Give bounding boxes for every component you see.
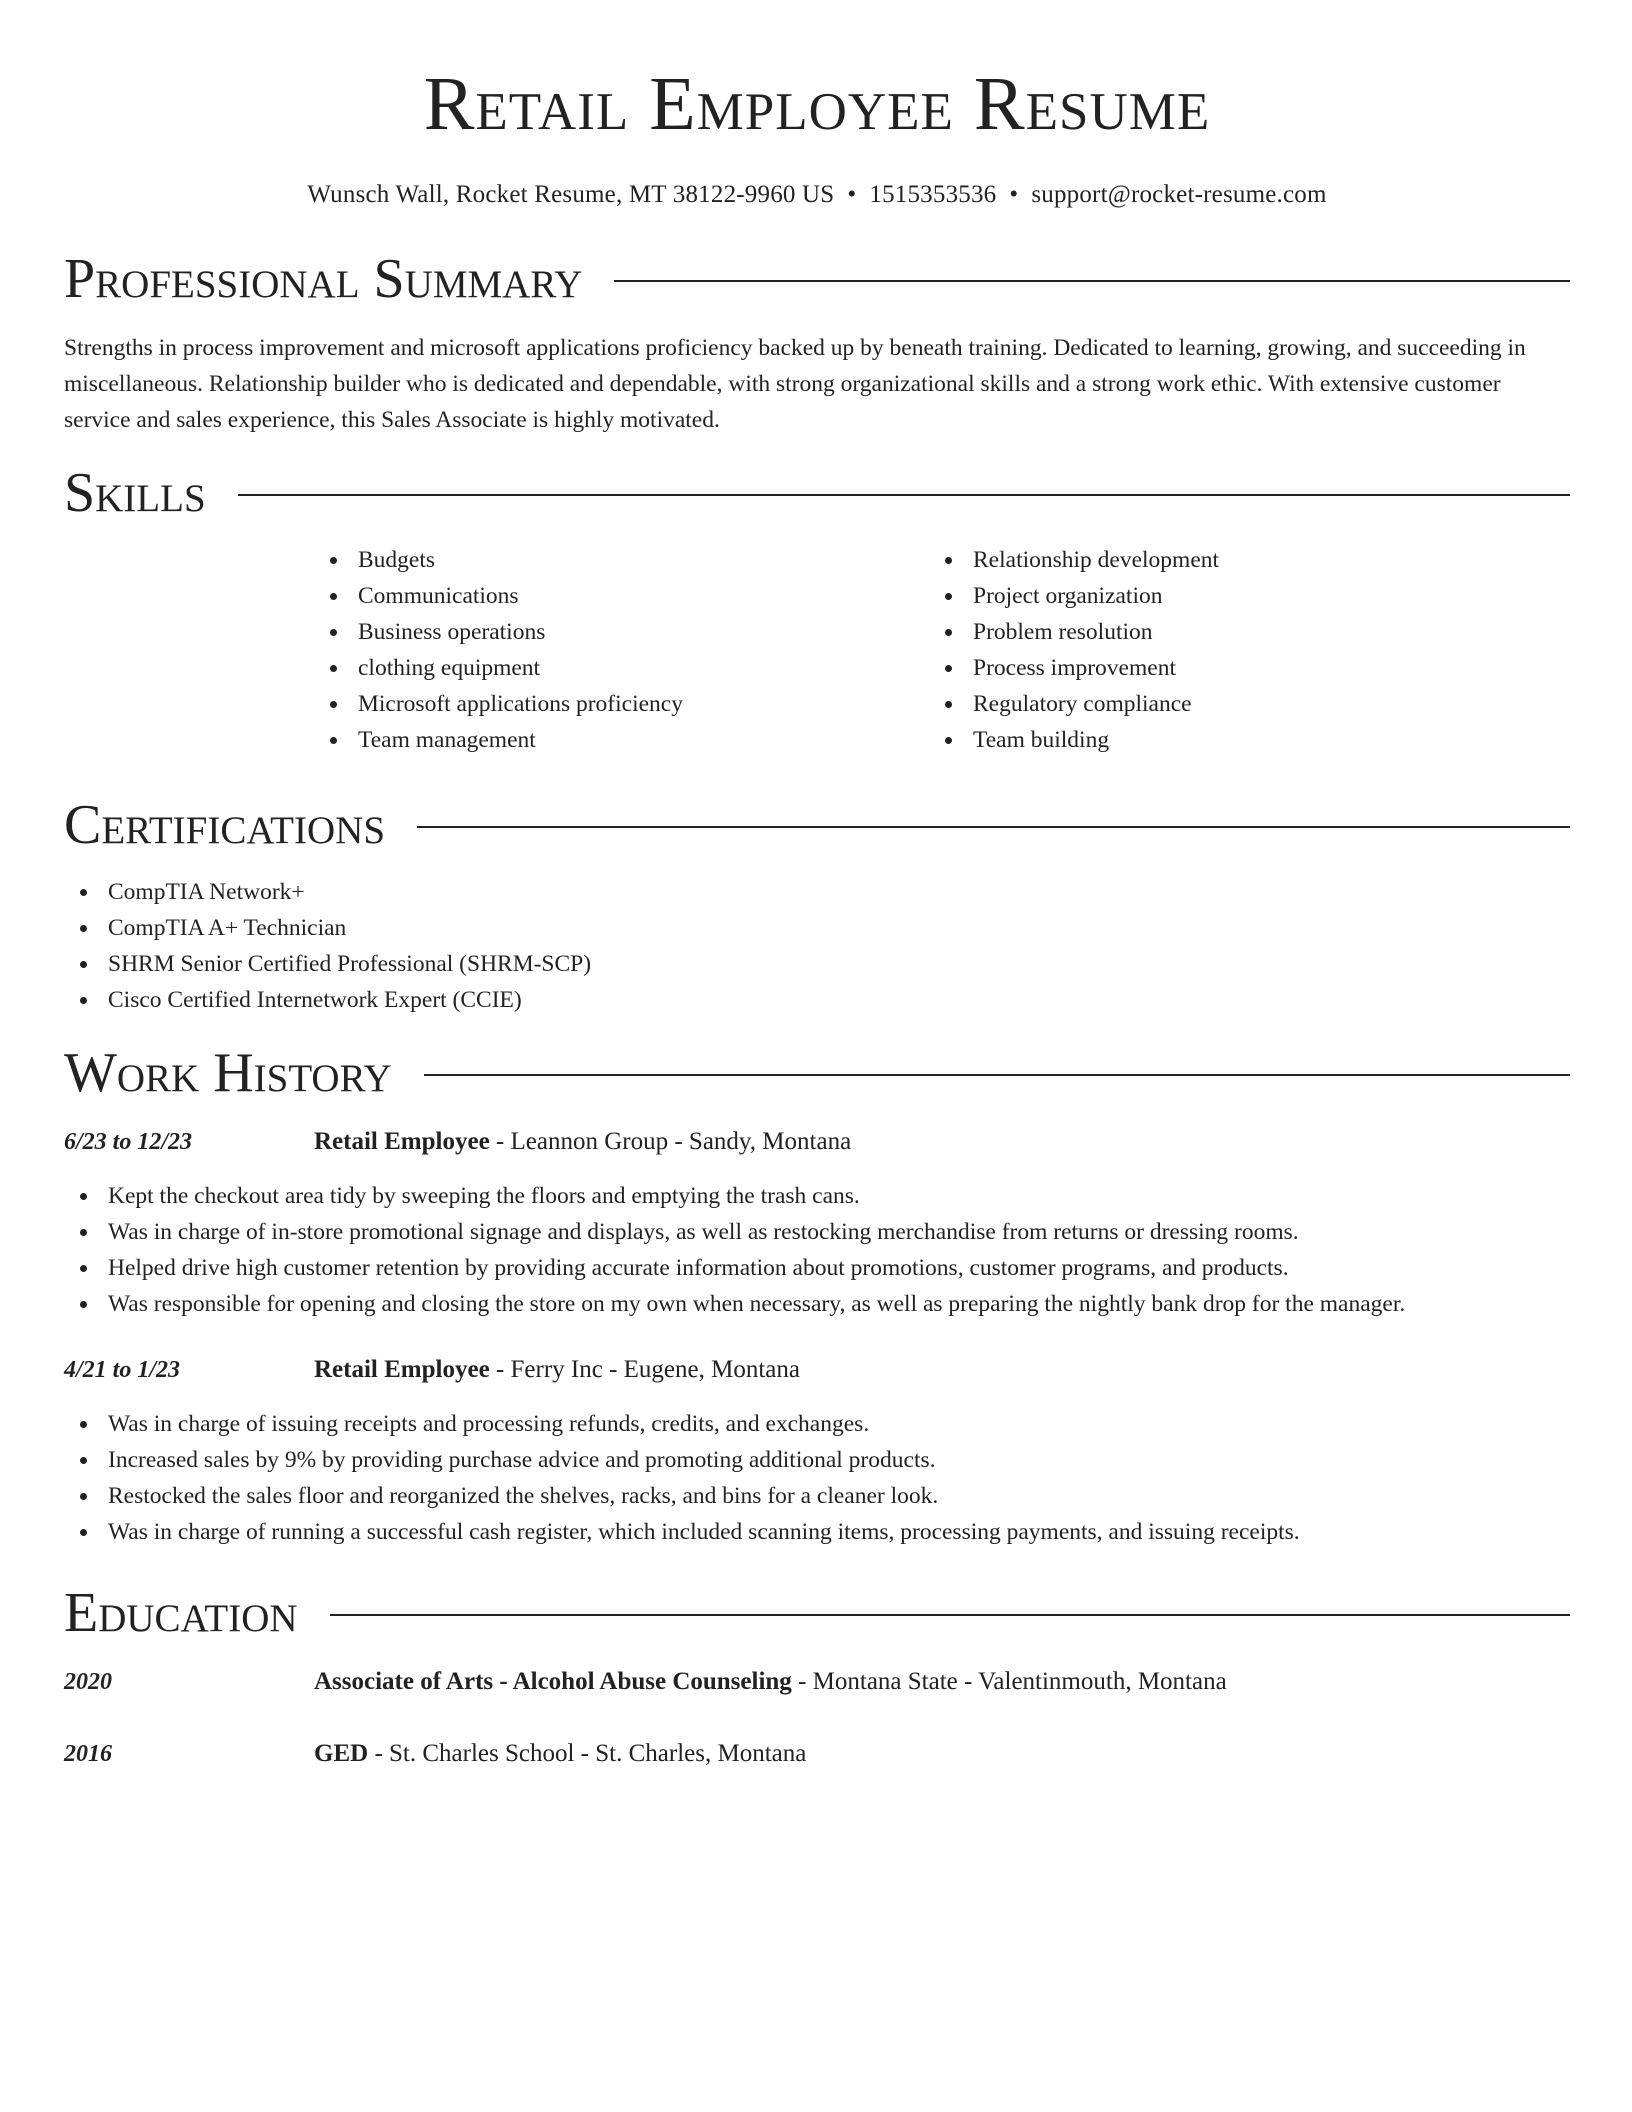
separator-bullet: • [1009,181,1019,208]
section-title: Certifications [64,794,386,856]
work-bullet: Kept the checkout area tidy by sweeping the floors and emptying the trash cans. [64,1178,1570,1214]
skill-item: Relationship development [929,542,1544,578]
work-dates: 4/21 to 1/23 [64,1357,181,1383]
skill-item: Team management [314,722,929,758]
skill-item: Team building [929,722,1544,758]
work-entry [64,1352,1570,1550]
work-history-list [64,1124,1570,1550]
skill-item: Problem resolution [929,614,1544,650]
education-list [64,1664,1570,1772]
work-bullet: Was in charge of in-store promotional signage and displays, as well as restocking merchandise from returns or dressing rooms. [64,1214,1570,1250]
skill-item: clothing equipment [314,650,929,686]
certification-item: Cisco Certified Internetwork Expert (CCIE) [64,982,1570,1018]
skill-item: Budgets [314,542,929,578]
education-entry [64,1736,1570,1772]
section-title: Education [64,1582,298,1644]
school-location: - St. Charles School - St. Charles, Montana [368,1740,807,1767]
section-title: Professional Summary [64,248,583,310]
skills-column-left [314,542,929,758]
section-divider [238,494,1570,496]
address: Wunsch Wall, Rocket Resume, MT 38122-9960 US [307,181,835,208]
skills-section-heading [64,460,1570,526]
work-bullet: Was in charge of running a successful cash register, which included scanning items, processing payments, and issuing receipts. [64,1514,1570,1550]
work-entry-header [64,1352,1570,1388]
section-divider [417,826,1570,828]
school-location: - Montana State - Valentinmouth, Montana [791,1668,1227,1695]
work-entry [64,1124,1570,1322]
work-title-line [314,1352,800,1388]
certification-item: CompTIA Network+ [64,874,1570,910]
section-divider [424,1074,1570,1076]
work-dates: 6/23 to 12/23 [64,1129,193,1155]
certification-item: CompTIA A+ Technician [64,910,1570,946]
separator-bullet: • [847,181,857,208]
education-year: 2016 [64,1741,112,1767]
work-bullets [64,1178,1570,1322]
degree: GED [314,1740,369,1767]
skill-item: Project organization [929,578,1544,614]
education-year: 2020 [64,1669,112,1695]
work-section-heading [64,1040,1570,1106]
section-title: Work History [64,1042,392,1104]
work-bullet: Helped drive high customer retention by providing accurate information about promotions, customer programs, and products. [64,1250,1570,1286]
certification-item: SHRM Senior Certified Professional (SHRM-SCP) [64,946,1570,982]
skill-item: Communications [314,578,929,614]
work-bullet: Increased sales by 9% by providing purchase advice and promoting additional products. [64,1442,1570,1478]
job-title: Retail Employee [314,1128,490,1155]
section-divider [330,1614,1570,1616]
work-title-line [314,1124,851,1160]
work-bullet: Restocked the sales floor and reorganized the shelves, racks, and bins for a cleaner look. [64,1478,1570,1514]
company-location: - Ferry Inc - Eugene, Montana [489,1356,800,1383]
work-bullets [64,1406,1570,1550]
skills-list [314,542,1570,758]
education-title-line [314,1736,806,1772]
contact-line [64,178,1570,212]
certifications-list [64,874,1570,1018]
education-section-heading [64,1580,1570,1646]
work-bullet: Was responsible for opening and closing the store on my own when necessary, as well as preparing the nightly bank drop for the manager. [64,1286,1570,1322]
section-divider [614,280,1570,282]
phone: 1515353536 [869,181,997,208]
company-location: - Leannon Group - Sandy, Montana [489,1128,852,1155]
work-bullet: Was in charge of issuing receipts and processing refunds, credits, and exchanges. [64,1406,1570,1442]
email-link[interactable]: support@rocket-resume.com [1031,181,1327,208]
summary-section-heading [64,246,1570,312]
job-title: Retail Employee [314,1356,490,1383]
education-title-line [314,1664,1227,1700]
skills-column-right [929,542,1544,758]
skill-item: Business operations [314,614,929,650]
skill-item: Regulatory compliance [929,686,1544,722]
education-entry [64,1664,1570,1700]
work-entry-header [64,1124,1570,1160]
degree: Associate of Arts - Alcohol Abuse Counseling [314,1668,792,1695]
skill-item: Process improvement [929,650,1544,686]
summary-text: Strengths in process improvement and microsoft applications proficiency backed up by beneath training. Dedicated to learning, growing, and succeeding in miscellaneous. Relationship builder who is dedicated and dependable, with strong organizational skills and a strong work ethic. With extensive customer service and sales experience, this Sales Associate is highly motivated. [64,335,1526,433]
section-title: Skills [64,462,206,524]
certifications-section-heading [64,792,1570,858]
resume-title: Retail Employee Resume [423,62,1211,146]
skill-item: Microsoft applications proficiency [314,686,929,722]
